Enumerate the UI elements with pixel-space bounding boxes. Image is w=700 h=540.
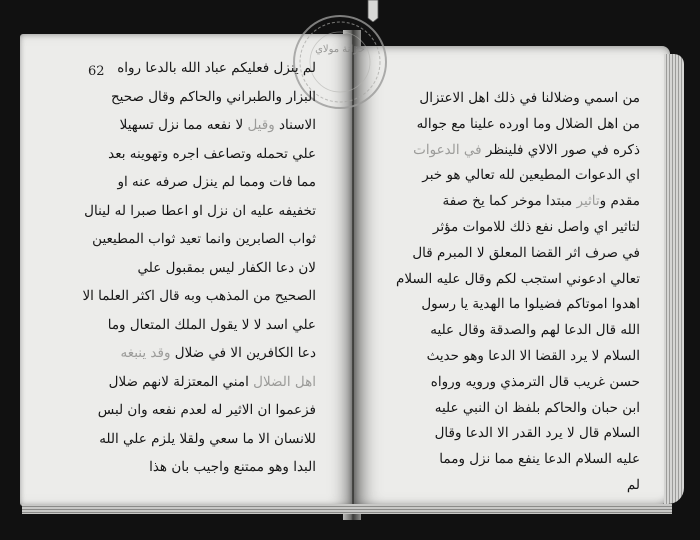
manuscript-line: البزار والطبراني والحاكم وقال صحيح: [110, 88, 316, 105]
manuscript-line: علي اسد لا لا يقول الملك المتعال وما: [107, 316, 316, 333]
manuscript-line: مما فات ومما لم ينزل صرفه عنه او: [117, 174, 316, 190]
manuscript-line: تخفيفه عليه ان نزل او اعطا صبرا له لينال: [84, 202, 316, 219]
manuscript-line: البدا وهو ممتنع واجيب بان هذا: [149, 459, 316, 475]
manuscript-line: اي الدعوات المطيعين لله تعالي هو خبر: [422, 167, 640, 184]
seal-inscription: خزانة مولاي: [315, 44, 365, 55]
manuscript-line: لان دعا الكفار ليس بمقبول علي: [137, 259, 316, 276]
manuscript-line: الصحيح من المذهب وبه قال اكثر العلما الا: [82, 288, 316, 304]
manuscript-line: عليه السلام الدعا ينفع مما نزل ومما: [439, 451, 640, 468]
bookmark-tab: [366, 0, 380, 22]
manuscript-line: تعالي ادعوني استجب لكم وقال عليه السلام: [395, 270, 640, 287]
manuscript-line: في صرف اثر القضا المعلق لا المبرم قال: [412, 244, 640, 261]
manuscript-line: من اسمي وضلالنا في ذلك اهل الاعتزال: [419, 90, 640, 106]
left-page-text: [82, 54, 316, 482]
manuscript-line: للانسان الا ما سعي ولقلا يلزم علي الله: [99, 430, 316, 447]
manuscript-line: لتاثير اي واصل نفع ذلك للاموات مؤثر: [432, 218, 640, 235]
manuscript-line: اهدوا اموتاكم فضيلوا ما الهدية يا رسول: [421, 296, 640, 313]
manuscript-line: مقدم وتاثير مبتدا موخر كما يخ صفة: [442, 193, 640, 210]
manuscript-line: الله قال الدعا لهم والصدقة وقال عليه: [430, 322, 640, 339]
manuscript-line: حسن غريب قال الترمذي ورويه ورواه: [430, 373, 640, 390]
manuscript-line: ابن حبان والحاكم بلفظ ان النبي عليه: [434, 399, 640, 416]
page-edges-bottom: [22, 504, 672, 514]
manuscript-line: ذكره في صور الالاي فلينظر في الدعوات: [413, 141, 640, 158]
faded-ink-segment: وقيل: [247, 117, 275, 133]
manuscript-line: دعا الكافرين الا في ضلال وقد ينبغه: [120, 345, 316, 361]
folio-number: 62: [88, 64, 105, 79]
manuscript-line: علي تحمله وتصاعف اجره وتهوينه بعد: [108, 145, 316, 162]
manuscript-line: السلام لا يرد القضا الا الدعا وهو حديث: [426, 347, 640, 364]
faded-ink-segment: تاثير: [576, 193, 600, 210]
manuscript-line: من اهل الضلال وما اورده علينا مع جواله: [416, 115, 640, 132]
faded-ink-segment: اهل الضلال: [253, 373, 316, 390]
manuscript-line: السلام قال لا يرد القدر الا الدعا وقال: [434, 425, 640, 442]
manuscript-line: لم: [626, 476, 640, 493]
manuscript-line: الاسناد وقيل لا نفعه مما نزل تسهيلا: [119, 117, 316, 133]
manuscript-line: اهل الضلال امني المعتزلة لانهم ضلال: [108, 373, 316, 390]
manuscript-line: ثواب الصابرين وانما تعيد ثواب المطيعين: [92, 231, 316, 247]
faded-ink-segment: وقد ينبغه: [120, 345, 171, 361]
right-page-text: [372, 86, 640, 499]
page-edges-right: [664, 54, 684, 504]
manuscript-line: لم ينزل فعليكم عباد الله بالدعا رواه: [117, 60, 316, 76]
manuscript-line: فزعموا ان الاثير له لعدم نفعه وان لبس: [97, 402, 316, 418]
faded-ink-segment: في الدعوات: [413, 141, 482, 158]
